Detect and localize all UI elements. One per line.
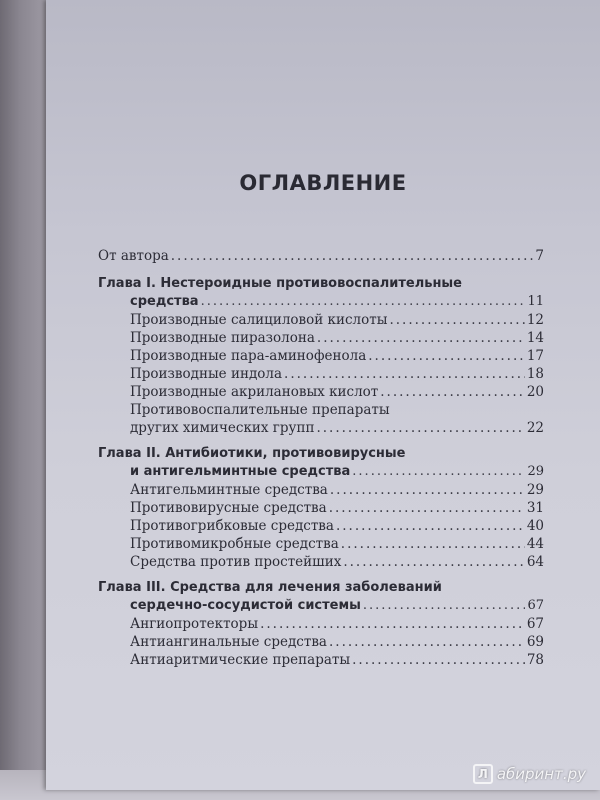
toc-entry: Противогрибковые средства ..... 40 (98, 517, 544, 535)
page-number: 18 (526, 366, 544, 382)
watermark-text: абиринт.ру (496, 765, 586, 783)
chapter-3-heading: Глава III. Средства для лечения заболеваний (98, 580, 442, 595)
toc-entry: Производные индола ..... 18 (98, 365, 544, 383)
toc-entry: Производные акрилановых кислот ..... 20 (98, 383, 544, 401)
chapter-1-heading: Глава I. Нестероидные противовоспалительные (98, 276, 462, 291)
toc-entry: Противомикробные средства ..... 44 (98, 535, 544, 553)
dot-leader (260, 615, 525, 633)
page-number: 29 (527, 464, 544, 479)
toc-entry-author (98, 247, 544, 265)
toc-entry: Ангиопротекторы ..... 67 (98, 615, 544, 633)
page-number: 31 (526, 500, 544, 516)
page-number: 67 (527, 598, 544, 613)
toc-entry: Антиангинальные средства ..... 69 (98, 633, 544, 651)
toc-entry: Противовирусные средства ..... 31 (98, 499, 544, 517)
page-number: 7 (535, 248, 544, 264)
chapter-1-heading-cont: средства ..... 11 (98, 293, 544, 311)
page-number: 67 (526, 616, 544, 632)
toc-entry: Производные салициловой кислоты ..... 12 (98, 311, 544, 329)
page-number: 78 (526, 652, 544, 668)
background-left (0, 0, 50, 800)
dot-leader (380, 383, 525, 401)
page-number: 20 (526, 384, 544, 400)
toc-entry: Производные пара-аминофенола ..... 17 (98, 347, 544, 365)
dot-leader (389, 311, 524, 329)
toc-entry-cont: других химических групп ..... 22 (98, 419, 544, 437)
table-of-contents (98, 247, 544, 669)
page-number: 64 (526, 554, 544, 570)
page-number: 40 (526, 518, 544, 534)
toc-entry: Противовоспалительные препараты (130, 402, 390, 418)
dot-leader (336, 517, 525, 535)
toc-entry: Средства против простейших ..... 64 (98, 553, 544, 571)
dot-leader (368, 347, 525, 365)
watermark (473, 764, 586, 784)
labirint-logo-icon: Л (473, 764, 493, 784)
dot-leader (363, 597, 526, 615)
dot-leader (329, 499, 525, 517)
toc-entry: Антиаритмические препараты ..... 78 (98, 651, 544, 669)
page-number: 11 (527, 294, 544, 309)
page-number: 14 (526, 330, 544, 346)
page-title: ОГЛАВЛЕНИЕ (239, 171, 407, 195)
page-number: 12 (526, 312, 544, 328)
page-number: 44 (526, 536, 544, 552)
dot-leader (352, 463, 525, 481)
page-number: 17 (526, 348, 544, 364)
dot-leader (284, 365, 525, 383)
chapter-2-heading: Глава II. Антибиотики, противовирусные (98, 446, 406, 461)
page-number: 29 (526, 482, 544, 498)
dot-leader (352, 651, 525, 669)
page-number: 22 (526, 420, 544, 436)
chapter-2-heading-cont: и антигельминтные средства ..... 29 (98, 463, 544, 481)
toc-entry: Производные пиразолона ..... 14 (98, 329, 544, 347)
page-number: 69 (526, 634, 544, 650)
chapter-3-heading-cont: сердечно-сосудистой системы ..... 67 (98, 597, 544, 615)
dot-leader (317, 329, 525, 347)
dot-leader (316, 419, 524, 437)
toc-entry: Антигельминтные средства ..... 29 (98, 481, 544, 499)
dot-leader (171, 247, 534, 265)
toc-entry-label: От автора (98, 248, 169, 264)
dot-leader (330, 481, 525, 499)
dot-leader (341, 535, 525, 553)
dot-leader (343, 553, 524, 571)
dot-leader (201, 293, 526, 311)
dot-leader (329, 633, 525, 651)
